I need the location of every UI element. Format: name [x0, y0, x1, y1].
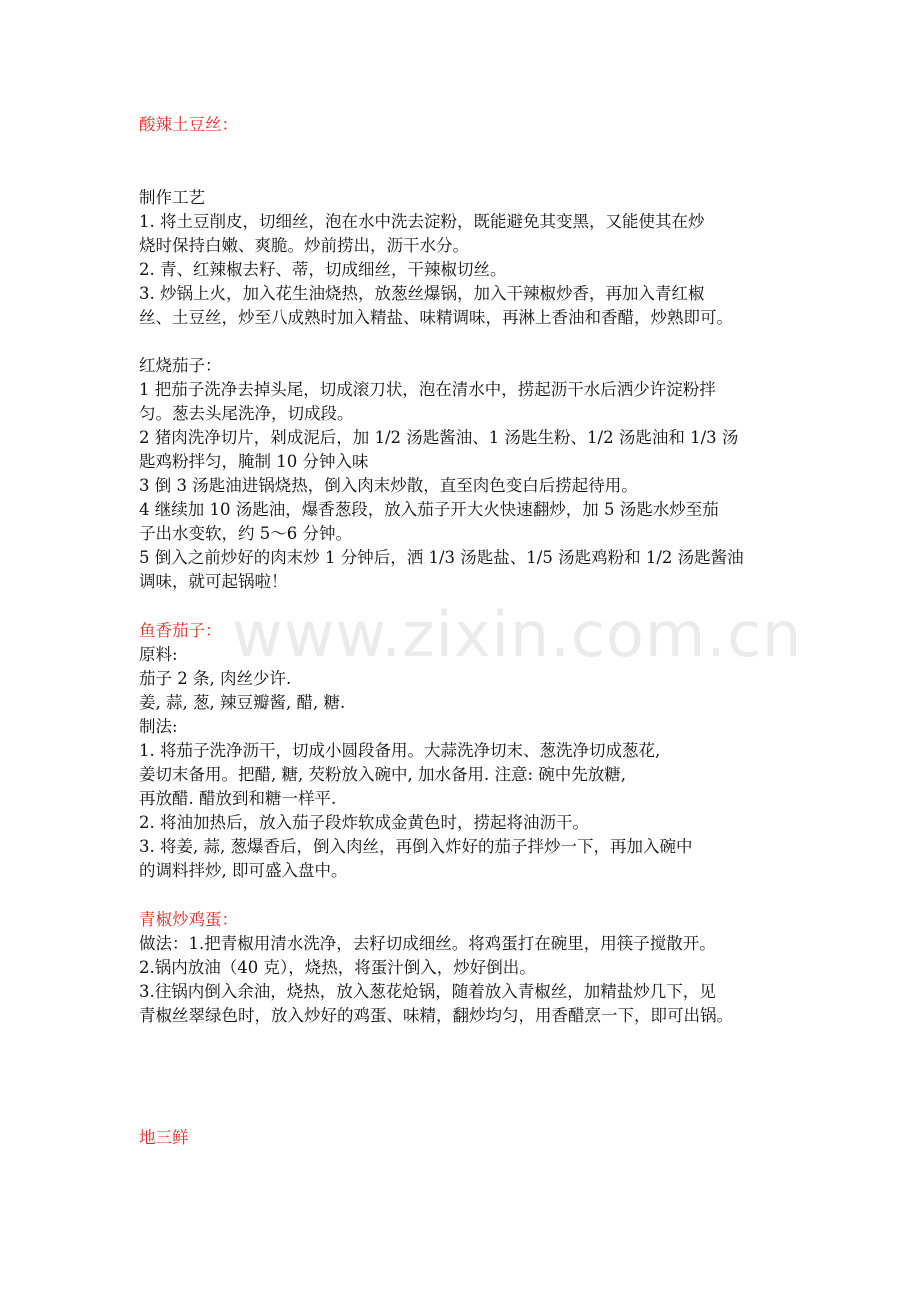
recipe-1-line: 烧时保持白嫩、爽脆。炒前捞出，沥干水分。: [139, 236, 469, 255]
recipe-3-title: 鱼香茄子：: [139, 621, 222, 640]
recipe-4-line: 2.锅内放油（40 克），烧热，将蛋汁倒入，炒好倒出。: [139, 958, 536, 977]
recipe-2-line: 1 把茄子洗净去掉头尾，切成滚刀状，泡在清水中，捞起沥干水后洒少许淀粉拌: [139, 380, 716, 399]
recipe-2-line: 5 倒入之前炒好的肉末炒 1 分钟后，洒 1/3 汤匙盐、1/5 汤匙鸡粉和 1/2 汤匙酱油: [139, 548, 744, 567]
recipe-1-line: 3. 炒锅上火，加入花生油烧热，放葱丝爆锅，加入干辣椒炒香，再加入青红椒: [139, 284, 705, 303]
recipe-3-line: 的调料拌炒, 即可盛入盘中。: [139, 861, 348, 880]
recipe-4-line: 做法：1.把青椒用清水洗净，去籽切成细丝。将鸡蛋打在碗里，用筷子搅散开。: [139, 934, 716, 953]
recipe-3-line: 1. 将茄子洗净沥干，切成小圆段备用。大蒜洗净切末、葱洗净切成葱花,: [139, 741, 661, 760]
watermark: www.zixin.com.cn: [232, 598, 803, 671]
recipe-4-line: 3.往锅内倒入余油，烧热，放入葱花炝锅，随着放入青椒丝，加精盐炒几下，见: [139, 982, 716, 1001]
recipe-3-line: 原料:: [139, 645, 178, 664]
recipe-1-line: 丝、土豆丝，炒至八成熟时加入精盐、味精调味，再淋上香油和香醋，炒熟即可。: [139, 308, 733, 327]
recipe-3-line: 2. 将油加热后，放入茄子段炸软成金黄色时，捞起将油沥干。: [139, 813, 589, 832]
recipe-3-line: 制法:: [139, 717, 178, 736]
recipe-3-line: 茄子 2 条, 肉丝少许.: [139, 669, 292, 688]
recipe-1-line: 2. 青、红辣椒去籽、蒂，切成细丝，干辣椒切丝。: [139, 260, 507, 279]
recipe-1-line: 1. 将土豆削皮，切细丝，泡在水中洗去淀粉，既能避免其变黑，又能使其在炒: [139, 212, 705, 231]
recipe-2-line: 匙鸡粉拌匀，腌制 10 分钟入味: [139, 452, 369, 471]
recipe-2-title: 红烧茄子：: [139, 356, 222, 375]
recipe-3-line: 姜切末备用。把醋, 糖, 芡粉放入碗中, 加水备用. 注意: 碗中先放糖,: [139, 765, 627, 784]
recipe-2-line: 3 倒 3 汤匙油进锅烧热，倒入肉末炒散，直至肉色变白后捞起待用。: [139, 476, 638, 495]
recipe-2-line: 子出水变软，约 5～6 分钟。: [139, 524, 352, 543]
recipe-3-line: 再放醋. 醋放到和糖一样平.: [139, 789, 337, 808]
recipe-1-title: 酸辣土豆丝：: [139, 115, 238, 134]
recipe-2-line: 调味，就可起锅啦！: [139, 572, 288, 591]
recipe-3-line: 3. 将姜, 蒜, 葱爆香后，倒入肉丝，再倒入炸好的茄子拌炒一下，再加入碗中: [139, 837, 693, 856]
recipe-4-title: 青椒炒鸡蛋：: [139, 910, 238, 929]
recipe-5-title: 地三鲜: [139, 1128, 189, 1147]
recipe-1-subtitle: 制作工艺: [139, 188, 205, 207]
recipe-4-line: 青椒丝翠绿色时，放入炒好的鸡蛋、味精，翻炒均匀，用香醋烹一下，即可出锅。: [139, 1006, 733, 1025]
recipe-3-line: 姜, 蒜, 葱, 辣豆瓣酱, 醋, 糖.: [139, 693, 346, 712]
recipe-2-line: 4 继续加 10 汤匙油，爆香葱段，放入茄子开大火快速翻炒，加 5 汤匙水炒至茄: [139, 500, 719, 519]
recipe-2-line: 2 猪肉洗净切片，剁成泥后，加 1/2 汤匙酱油、1 汤匙生粉、1/2 汤匙油和 1/3 汤: [139, 428, 739, 447]
recipe-2-line: 匀。葱去头尾洗净，切成段。: [139, 404, 354, 423]
